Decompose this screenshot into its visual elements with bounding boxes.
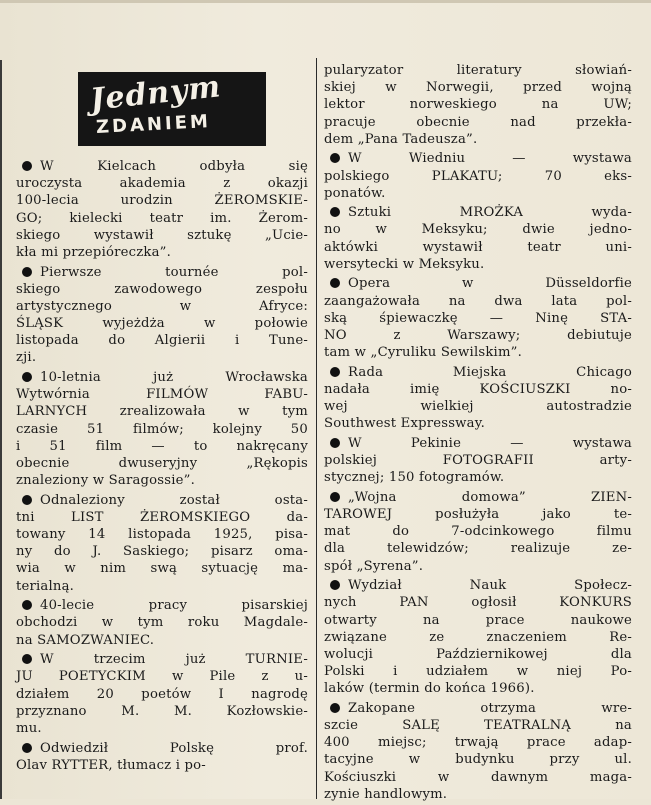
news-item-line — [324, 646, 632, 663]
bullet-dot-icon — [330, 703, 340, 713]
news-item-text: lektor norweskiego na UW; — [324, 97, 632, 113]
news-item-text: polskiej FOTOGRAFII arty- — [324, 453, 632, 469]
news-item-text: W trzecim już TURNIE- — [40, 652, 308, 668]
news-item-text: Wytwórnia FILMÓW FABU- — [16, 387, 308, 403]
news-item-text: mat do 7-odcinkowego filmu — [324, 524, 632, 540]
news-item-text: JU POETYCKIM w Pile z u- — [16, 669, 308, 685]
news-item-line — [16, 315, 308, 332]
news-item-line — [324, 734, 632, 751]
news-item-line — [324, 310, 632, 327]
news-item-line — [16, 509, 308, 526]
news-item-text: stycznej; 150 fotogramów. — [324, 470, 505, 486]
news-item-line — [324, 435, 632, 452]
news-item-text: pularyzator literatury słowiań- — [324, 63, 632, 78]
news-item-line — [324, 364, 632, 381]
news-item-text: znaleziony w Saragossie”. — [16, 473, 195, 489]
news-item-line — [324, 256, 632, 273]
news-item-text: Rada Miejska Chicago — [348, 364, 632, 380]
news-item-line — [324, 131, 632, 148]
left-edge-rule — [0, 60, 2, 799]
news-item-line — [16, 192, 308, 209]
news-item-line — [324, 381, 632, 398]
news-item-text: i 51 film — to nakręcany — [16, 438, 308, 454]
news-item-line — [324, 769, 632, 786]
news-item-line — [16, 210, 308, 227]
left-column — [16, 0, 308, 799]
news-item-text: aktówki wystawił teatr uni- — [324, 239, 632, 255]
news-item-text: NO z Warszawy; debiutuje — [324, 327, 632, 343]
news-item-line — [324, 629, 632, 646]
news-item-line — [324, 469, 632, 486]
news-item-text: ponatów. — [324, 185, 386, 201]
news-item-line — [16, 720, 308, 737]
news-item-line — [324, 717, 632, 734]
news-item-text: wersytecki w Meksyku. — [324, 256, 485, 272]
news-item-text: artystycznego w Afryce: — [16, 298, 308, 314]
news-item-text: Kościuszki w dawnym maga- — [324, 769, 632, 785]
news-item — [324, 577, 632, 697]
news-item-line — [16, 349, 308, 366]
news-item-text: GO; kielecki teatr im. Żerom- — [16, 210, 308, 226]
news-item-line — [324, 79, 632, 96]
bullet-dot-icon — [330, 153, 340, 163]
news-item-line — [324, 751, 632, 768]
news-item-text: skiego wystawił sztukę „Ucie- — [16, 227, 308, 243]
news-item-line — [16, 369, 308, 386]
news-item-line — [324, 700, 632, 717]
news-item-line — [16, 740, 308, 757]
news-item-line — [324, 221, 632, 238]
news-item-text: Southwest Expressway. — [324, 416, 485, 432]
news-item-line — [16, 492, 308, 509]
bullet-dot-icon — [22, 654, 32, 664]
news-item-line — [16, 560, 308, 577]
news-item-text: skiej w Norwegii, przed wojną — [324, 80, 632, 96]
news-item-line — [324, 786, 632, 803]
news-item-line — [16, 472, 308, 489]
news-item-line — [324, 398, 632, 415]
news-item-line — [324, 293, 632, 310]
news-item-line — [324, 523, 632, 540]
news-item-text: przyznano M. M. Kozłowskie- — [16, 703, 308, 719]
news-item-line — [324, 168, 632, 185]
news-item-line — [16, 175, 308, 192]
news-item-text: towany 14 listopada 1925, pisa- — [16, 527, 308, 543]
news-item-text: pracuje obecnie nad przekła- — [324, 114, 632, 130]
news-item-text: otwarty na prace naukowe — [324, 612, 632, 628]
news-item — [16, 369, 308, 489]
news-item — [324, 489, 632, 575]
bullet-dot-icon — [22, 600, 32, 610]
news-item-text: tni LIST ŻEROMSKIEGO da- — [16, 509, 308, 525]
news-item-line — [324, 114, 632, 131]
news-item-line — [324, 489, 632, 506]
news-item-text: nych PAN ogłosił KONKURS — [324, 595, 632, 611]
news-item-line — [16, 281, 308, 298]
news-item-line — [16, 421, 308, 438]
news-item-line — [16, 543, 308, 560]
news-item-line — [16, 632, 308, 649]
news-item-text: związane ze znaczeniem Re- — [324, 629, 632, 645]
news-item — [324, 435, 632, 487]
news-item — [16, 158, 308, 261]
news-item-text: W Kielcach odbyła się — [40, 159, 308, 174]
news-item-line — [324, 506, 632, 523]
bullet-dot-icon — [22, 372, 32, 382]
bullet-dot-icon — [22, 161, 32, 171]
news-item-text: ny do J. Saskiego; pisarz oma- — [16, 544, 308, 560]
news-item-line — [324, 275, 632, 292]
news-item-text: Odnaleziony został osta- — [40, 492, 308, 508]
news-item-line — [16, 578, 308, 595]
bullet-dot-icon — [330, 438, 340, 448]
news-item-text: Olav RYTTER, tłumacz i po- — [16, 757, 206, 773]
news-item-line — [324, 62, 632, 79]
news-item-line — [16, 158, 308, 175]
news-item-text: LARNYCH zrealizowała w tym — [16, 404, 308, 420]
news-item-line — [324, 204, 632, 221]
news-item — [16, 597, 308, 649]
news-item-text: zynie handlowym. — [324, 786, 448, 802]
news-item-line — [16, 298, 308, 315]
news-item — [324, 62, 632, 148]
news-item-text: obecnie dwuseryjny „Rękopis — [16, 455, 308, 471]
news-item-text: mu. — [16, 720, 42, 736]
bullet-dot-icon — [330, 278, 340, 288]
news-item-line — [16, 757, 308, 774]
news-item-line — [324, 577, 632, 594]
bullet-dot-icon — [330, 207, 340, 217]
news-item-text: Polski i udziałem w niej Po- — [324, 664, 632, 680]
news-item-line — [16, 686, 308, 703]
news-item-text: uroczysta akademia z okazji — [16, 176, 308, 192]
news-item-text: laków (termin do końca 1966). — [324, 681, 535, 697]
heading-line-2: ZDANIEM — [95, 111, 212, 138]
news-item-text: zaangażowała na dwa lata pol- — [324, 293, 632, 309]
news-item-text: wia w nim swą sytuację ma- — [16, 561, 308, 577]
news-item-line — [324, 150, 632, 167]
news-item-text: dla telewidzów; realizuje ze- — [324, 541, 632, 557]
news-item-line — [324, 663, 632, 680]
news-item-line — [324, 239, 632, 256]
bullet-dot-icon — [22, 743, 32, 753]
news-item-text: no w Meksyku; dwie jedno- — [324, 222, 632, 238]
news-item-line — [324, 558, 632, 575]
news-item-text: 100-lecia urodzin ŻEROMSKIE- — [16, 193, 308, 209]
news-item-line — [324, 327, 632, 344]
news-item-line — [16, 668, 308, 685]
news-item — [16, 740, 308, 774]
news-item-line — [324, 540, 632, 557]
bullet-dot-icon — [330, 367, 340, 377]
news-item-line — [324, 96, 632, 113]
news-item-line — [324, 680, 632, 697]
news-item-line — [324, 185, 632, 202]
news-item-text: spół „Syrena”. — [324, 558, 424, 574]
right-column-items — [324, 62, 632, 805]
news-item-text: Wydział Nauk Społecz- — [348, 578, 632, 594]
bullet-dot-icon — [330, 492, 340, 502]
news-item-text: Opera w Düsseldorfie — [348, 276, 632, 292]
news-item-text: zji. — [16, 350, 37, 366]
column-divider — [316, 58, 317, 799]
news-item-text: Zakopane otrzyma wre- — [348, 700, 632, 716]
news-item — [324, 364, 632, 433]
news-item — [16, 651, 308, 737]
news-item-line — [16, 264, 308, 281]
news-item-text: szcie SALĘ TEATRALNĄ na — [324, 718, 632, 734]
left-column-items — [16, 158, 308, 776]
news-item-text: tacyjne w budynku przy ul. — [324, 752, 632, 768]
news-item — [324, 700, 632, 803]
news-item — [16, 264, 308, 367]
bullet-dot-icon — [330, 580, 340, 590]
right-column — [324, 0, 632, 802]
news-item-text: nadała imię KOŚCIUSZKI no- — [324, 381, 632, 397]
news-item-line — [16, 651, 308, 668]
news-item-text: dem „Pana Tadeusza”. — [324, 131, 478, 147]
news-item-text: wej wielkiej autostradzie — [324, 399, 632, 415]
news-item-line — [324, 415, 632, 432]
news-item — [324, 275, 632, 361]
news-item-line — [16, 614, 308, 631]
news-item-line — [16, 703, 308, 720]
heading-line-1: Jednym — [88, 69, 223, 118]
news-item — [324, 150, 632, 202]
news-item-text: W Wiedniu — wystawa — [348, 151, 632, 167]
news-item-line — [16, 332, 308, 349]
news-item-line — [324, 344, 632, 361]
news-item-text: 40-lecie pracy pisarskiej — [40, 598, 308, 614]
news-item-text: skiego zawodowego zespołu — [16, 281, 308, 297]
news-item-text: czasie 51 filmów; kolejny 50 — [16, 421, 308, 437]
news-item-text: TAROWEJ posłużyła jako te- — [324, 507, 632, 523]
news-item-text: tam w „Cyruliku Sewilskim”. — [324, 345, 522, 361]
news-item-line — [16, 403, 308, 420]
news-item — [324, 204, 632, 273]
news-item-line — [16, 526, 308, 543]
news-item-text: W Pekinie — wystawa — [348, 435, 632, 451]
news-item-text: „Wojna domowa” ZIEN- — [348, 489, 632, 505]
news-item-text: na SAMOZWANIEC. — [16, 632, 155, 648]
news-item-line — [16, 597, 308, 614]
news-item-line — [16, 386, 308, 403]
news-item-text: Pierwsze tournée pol- — [40, 264, 308, 280]
bullet-dot-icon — [22, 267, 32, 277]
news-item-text: Sztuki MROŻKA wyda- — [348, 205, 632, 221]
bullet-dot-icon — [22, 495, 32, 505]
news-item-line — [16, 227, 308, 244]
news-item-text: ską śpiewaczkę — Ninę STA- — [324, 310, 632, 326]
news-item-text: terialną. — [16, 578, 75, 594]
news-item-line — [324, 452, 632, 469]
news-item-text: kła mi przepióreczka”. — [16, 244, 171, 260]
news-item-line — [324, 612, 632, 629]
news-item-text: Odwiedził Polskę prof. — [40, 740, 308, 756]
news-item-line — [16, 438, 308, 455]
news-item-text: polskiego PLAKATU; 70 eks- — [324, 168, 632, 184]
news-item-text: 10-letnia już Wrocławska — [40, 370, 308, 386]
news-item-text: listopada do Algierii i Tune- — [16, 333, 308, 349]
news-item-text: wolucji Październikowej dla — [324, 646, 632, 662]
news-item-line — [16, 455, 308, 472]
news-item — [16, 492, 308, 595]
news-item-text: 400 miejsc; trwają prace adap- — [324, 735, 632, 751]
news-item-text: ŚLĄSK wyjeżdża w połowie — [16, 316, 308, 332]
news-item-text: działem 20 poetów I nagrodę — [16, 686, 308, 702]
news-item-line — [324, 594, 632, 611]
news-item-text: obchodzi w tym roku Magdale- — [16, 615, 308, 631]
news-item-line — [16, 244, 308, 261]
